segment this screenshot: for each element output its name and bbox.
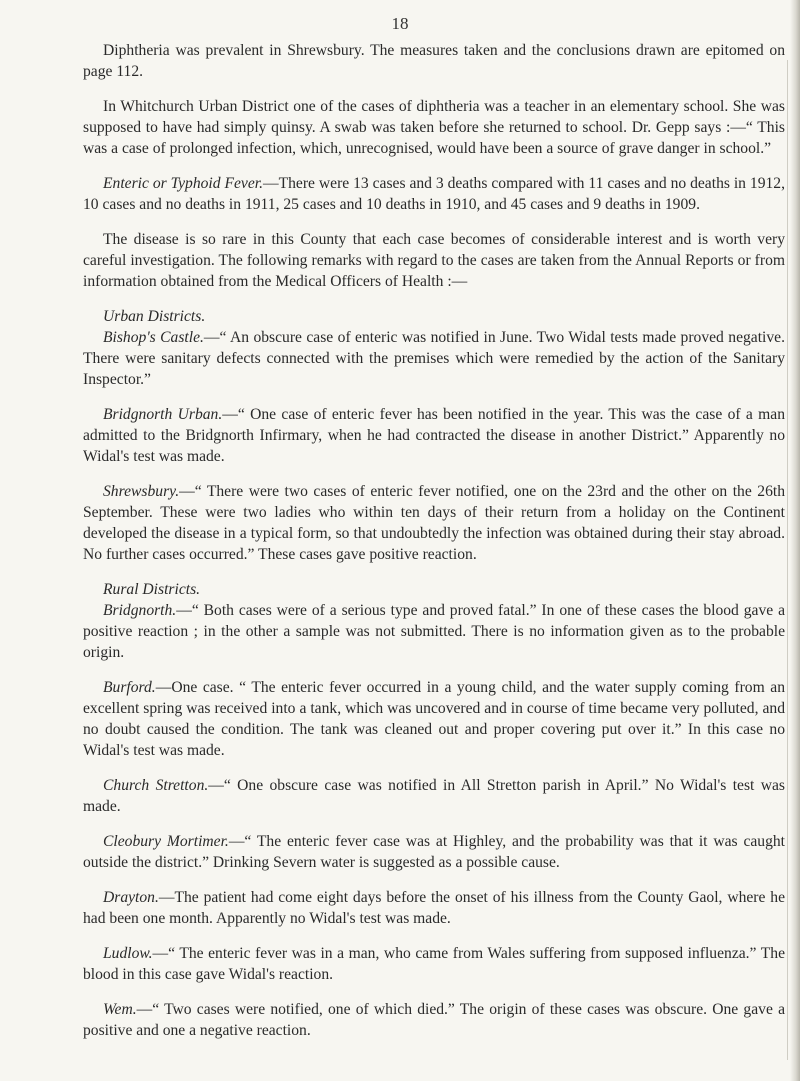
district-name: Bridgnorth Urban. — [103, 406, 223, 423]
entry-church-stretton — [83, 775, 785, 817]
district-name: Ludlow. — [103, 945, 153, 962]
district-text: —“ The enteric fever case was at Highley, and the probability was that it was caught outside the district.” Drinking Severn water is suggested as a possible cause. — [83, 833, 786, 871]
district-text: —One case. “ The enteric fever occurred in a young child, and the water supply coming from an excellent spring was received into a tank, which was uncovered and in course of time became very polluted, and no doubt caused the condition. The tank was cleaned out and proper covering put over it.” In this case no Widal's test was made. — [83, 679, 785, 759]
entry-shrewsbury — [83, 481, 785, 565]
district-name: Cleobury Mortimer. — [103, 833, 229, 850]
entry-wem — [83, 999, 785, 1041]
page-number: 18 — [391, 14, 409, 33]
district-text: —“ Two cases were notified, one of which died.” The origin of these cases was obscure. One gave a positive and one a negative reaction. — [83, 1001, 785, 1039]
page-body — [83, 40, 785, 1055]
district-text: —“ There were two cases of enteric fever notified, one on the 23rd and the other on the 26th September. These were two ladies who within ten days of their return from a holiday on the Continent developed the disease in a typical form, so that undoubtedly the infection was obtained during their stay abroad. No further cases occurred.” These cases gave positive reaction. — [83, 483, 785, 563]
entry-drayton — [83, 887, 785, 929]
district-name: Drayton. — [103, 889, 159, 906]
paragraph-enteric-fever — [83, 173, 785, 215]
paragraph-diphtheria-shrewsbury: Diphtheria was prevalent in Shrewsbury. The measures taken and the conclusions drawn are epitomed on page 112. — [83, 42, 785, 80]
district-text: —“ One obscure case was notified in All Stretton parish in April.” No Widal's test was made. — [83, 777, 785, 815]
district-name: Wem. — [103, 1001, 137, 1018]
entry-bridgnorth-rural — [83, 600, 785, 663]
district-text: —“ The enteric fever was in a man, who came from Wales suffering from supposed influenza.” The blood in this case gave Widal's reaction. — [83, 945, 785, 983]
page-edge-shadow — [790, 0, 800, 1081]
section-heading-enteric: Enteric or Typhoid Fever. — [103, 175, 264, 192]
district-text: —“ One case of enteric fever has been notified in the year. This was the case of a man admitted to the Bridgnorth Infirmary, when he had contracted the disease in another District.” Apparently no Widal's test was made. — [83, 406, 785, 465]
district-text: —The patient had come eight days before the onset of his illness from the County Gaol, where he had been one month. Apparently no Widal's test was made. — [83, 889, 785, 927]
district-name: Church Stretton. — [103, 777, 209, 794]
entry-bridgnorth-urban — [83, 404, 785, 467]
district-name: Bishop's Castle. — [103, 329, 204, 346]
paragraph-disease-rare: The disease is so rare in this County that each case becomes of considerable interest and is worth very careful investigation. The following remarks with regard to the cases are taken from the Annual Reports or from information obtained from the Medical Officers of Health :— — [83, 231, 785, 290]
district-name: Burford. — [103, 679, 156, 696]
heading-urban-districts: Urban Districts. — [103, 308, 206, 325]
enteric-text: —There were 13 cases and 3 deaths compared with 11 cases and no deaths in 1912, 10 cases and no deaths in 1911, 25 cases and 10 deaths in 1910, and 45 cases and 9 deaths in 1909. — [83, 175, 785, 213]
page-fold-line — [787, 60, 788, 1060]
district-name: Shrewsbury. — [103, 483, 180, 500]
heading-rural-districts: Rural Districts. — [103, 581, 201, 598]
entry-burford — [83, 677, 785, 761]
entry-ludlow — [83, 943, 785, 985]
district-name: Bridgnorth. — [103, 602, 177, 619]
entry-cleobury-mortimer — [83, 831, 785, 873]
district-text: —“ Both cases were of a serious type and proved fatal.” In one of these cases the blood gave a positive reaction ; in the other a sample was not submitted. There is no information given as to the probable origin. — [83, 602, 785, 661]
entry-bishops-castle — [83, 327, 785, 390]
paragraph-whitchurch: In Whitchurch Urban District one of the cases of diphtheria was a teacher in an elementary school. She was supposed to have had simply quinsy. A swab was taken before she returned to school. Dr. Gepp says :—“ This was a case of prolonged infection, which, unrecognised, would have been a source of grave danger in school.” — [83, 98, 785, 157]
district-text: —“ An obscure case of enteric was notified in June. Two Widal tests made proved negative. There were sanitary defects connected with the premises which were remedied by the action of the Sanitary Inspector.” — [83, 329, 785, 388]
